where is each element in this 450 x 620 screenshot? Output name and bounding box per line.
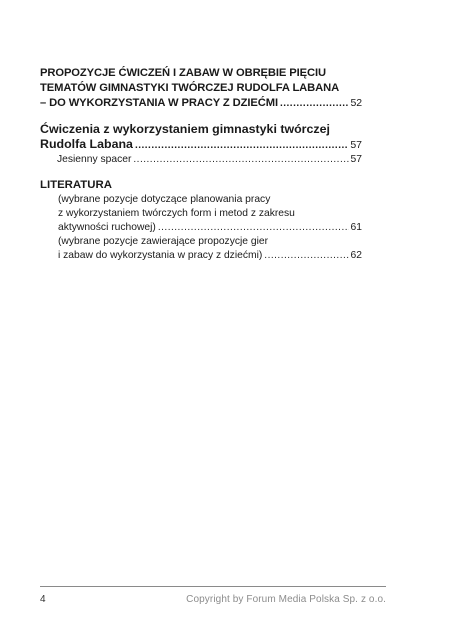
- toc-line: [40, 81, 362, 96]
- table-of-contents: [40, 66, 362, 263]
- footer-divider: [40, 586, 386, 587]
- toc-entry-text: TEMATÓW GIMNASTYKI TWÓRCZEJ RUDOLFA LABANA: [40, 82, 340, 94]
- toc-entry-text: i zabaw do wykorzystania w pracy z dziećmi): [58, 250, 263, 261]
- toc-heading[interactable]: LITERATURA: [40, 179, 112, 191]
- toc-page-number: 61: [350, 222, 362, 233]
- toc-entry-text: PROPOZYCJE ĆWICZEŃ I ZABAW W OBRĘBIE PIĘCIU: [40, 67, 326, 79]
- dot-leader: [264, 249, 348, 263]
- toc-line: [58, 235, 362, 249]
- toc-line: [58, 207, 362, 221]
- toc-literature-item[interactable]: [40, 193, 362, 235]
- toc-line: [40, 66, 362, 81]
- toc-page-number: 62: [350, 250, 362, 261]
- toc-entry-text: Rudolfa Labana: [40, 137, 133, 151]
- toc-line: [58, 193, 362, 207]
- footer-copyright: Copyright by Forum Media Polska Sp. z o.o.: [186, 594, 386, 605]
- toc-entry-text: aktywności ruchowej): [58, 222, 156, 233]
- toc-line: [40, 96, 362, 111]
- toc-line: [40, 137, 362, 153]
- toc-entry-text: – DO WYKORZYSTANIA W PRACY Z DZIEĆMI: [40, 97, 278, 109]
- toc-entry-text: Ćwiczenia z wykorzystaniem gimnastyki twórczej: [40, 122, 330, 136]
- footer-page-number: 4: [40, 594, 46, 605]
- toc-line: [58, 221, 362, 235]
- dot-leader: [133, 153, 348, 167]
- toc-subentry-jesienny-spacer[interactable]: [40, 153, 362, 167]
- dot-leader: [158, 221, 349, 235]
- toc-page-number: 57: [350, 154, 362, 165]
- toc-page-number: 52: [350, 97, 362, 109]
- toc-page-number: 57: [350, 139, 362, 151]
- toc-entry-exercises-proposals[interactable]: [40, 66, 362, 111]
- toc-entry-literatura: [40, 178, 362, 263]
- toc-entry-text: (wybrane pozycje dotyczące planowania pracy: [58, 194, 271, 205]
- toc-entry-laban-exercises[interactable]: [40, 122, 362, 167]
- toc-entry-text: z wykorzystaniem twórczych form i metod z zakresu: [58, 208, 295, 219]
- dot-leader: [135, 138, 348, 153]
- dot-leader: [280, 96, 349, 111]
- toc-entry-text: (wybrane pozycje zawierające propozycje gier: [58, 236, 269, 247]
- toc-literature-item[interactable]: [40, 235, 362, 263]
- toc-entry-text: Jesienny spacer: [57, 154, 132, 165]
- toc-line: [58, 249, 362, 263]
- toc-line: [40, 122, 362, 137]
